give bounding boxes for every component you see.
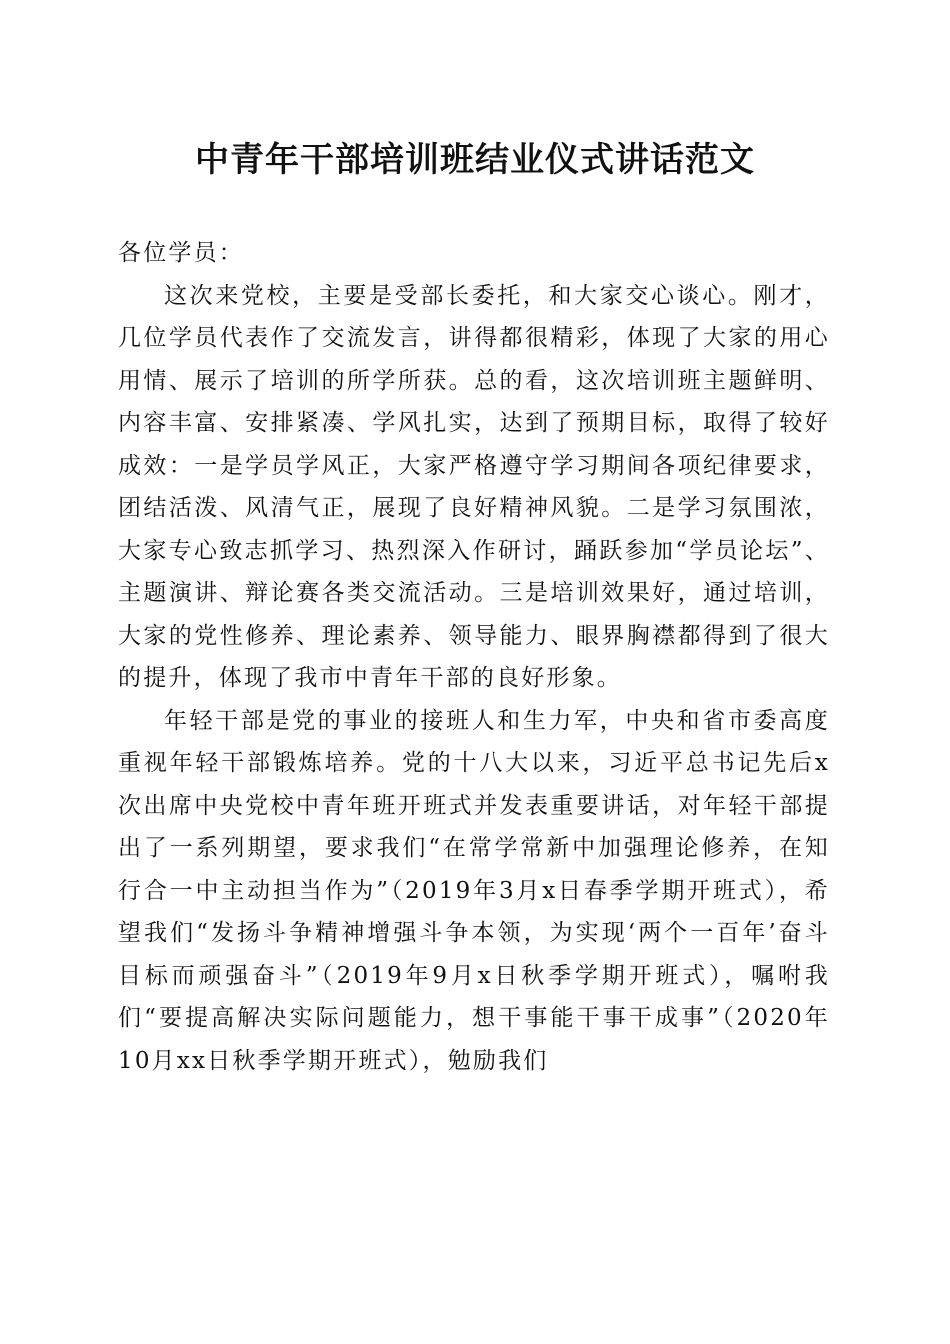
paragraph-1: 这次来党校，主要是受部长委托，和大家交心谈心。刚才，几位学员代表作了交流发言，讲得都很精彩，体现了大家的用心用情、展示了培训的所学所获。总的看，这次培训班主题鲜明、内容丰富、安排紧凑、学风扎实，达到了预期目标，取得了较好成效：一是学员学风正，大家严格遵守学习期间各项纪律要求，团结活泼、风清气正，展现了良好精神风貌。二是学习氛围浓，大家专心致志抓学习、热烈深入作研讨，踊跃参加“学员论坛”、主题演讲、辩论赛各类交流活动。三是培训效果好，通过培训，大家的党性修养、理论素养、领导能力、眼界胸襟都得到了很大的提升，体现了我市中青年干部的良好形象。 <box>118 282 830 691</box>
document-title: 中青年干部培训班结业仪式讲话范文 <box>195 140 755 180</box>
paragraph-2: 年轻干部是党的事业的接班人和生力军，中央和省市委高度重视年轻干部锻炼培养。党的十八大以来，习近平总书记先后x次出席中央党校中青年班开班式并发表重要讲话，对年轻干部提出了一系列期望，要求我们“在常学常新中加强理论修养，在知行合一中主动担当作为”（2019年3月x日春季学期开班式），希望我们“发扬斗争精神增强斗争本领，为实现‘两个一百年’奋斗目标而顽强奋斗”（2019年9月x日秋季学期开班式），嘱咐我们“要提高解决实际问题能力，想干事能干事干成事”（2020年10月xx日秋季学期开班式），勉励我们 <box>118 707 830 1074</box>
salutation: 各位学员： <box>118 240 244 266</box>
document-body <box>118 232 830 1082</box>
